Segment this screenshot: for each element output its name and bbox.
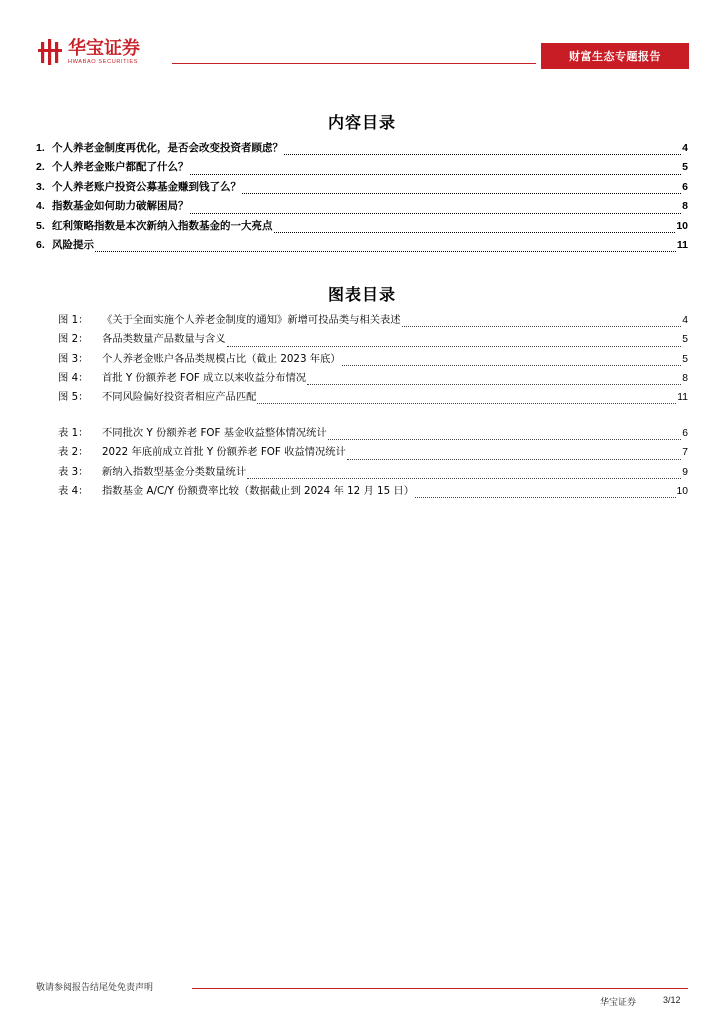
table-item[interactable] (58, 463, 688, 482)
toc-item-page: 5 (682, 161, 688, 174)
toc-item-title: 指数基金如何助力破解困局？ (52, 200, 189, 213)
figure-page: 5 (682, 334, 688, 346)
dot-leader (415, 497, 676, 498)
toc-item-title: 红利策略指数是本次新纳入指数基金的一大亮点 (52, 219, 273, 232)
figure-label: 图 1： (58, 314, 89, 326)
dot-leader (347, 459, 681, 460)
table-label: 表 2： (58, 446, 89, 459)
dot-leader (95, 251, 676, 252)
table-title: 不同批次 Y 份额养老 FOF 基金收益整体情况统计 (102, 427, 327, 439)
dot-leader (190, 213, 682, 214)
table-title: 2022 年底前成立首批 Y 份额养老 FOF 收益情况统计 (102, 446, 346, 459)
toc-item-page: 4 (682, 142, 688, 154)
dot-leader (274, 232, 676, 233)
figure-list (58, 311, 688, 407)
figure-label: 图 3： (58, 352, 89, 365)
header-divider (172, 63, 536, 64)
dot-leader (227, 346, 682, 347)
figure-title: 首批 Y 份额养老 FOF 成立以来收益分布情况 (102, 371, 307, 384)
toc-item-page: 6 (682, 180, 688, 193)
table-title: 指数基金 A/C/Y 份额费率比较（数据截止到 2024 年 12 月 15 日） (102, 484, 414, 497)
toc-item-number: 5. (36, 219, 45, 232)
dot-leader (342, 365, 682, 366)
toc-item-number: 6. (36, 238, 45, 251)
table-page: 9 (682, 466, 688, 478)
toc-item-title: 个人养老金账户都配了什么？ (52, 161, 189, 174)
disclaimer-note: 敬请参阅报告结尾处免责声明 (36, 983, 154, 993)
toc-item-page: 11 (676, 238, 688, 251)
figure-label: 图 4： (58, 371, 89, 384)
dot-leader (247, 478, 681, 479)
table-label: 表 1： (58, 427, 89, 439)
hwabao-logo-icon (38, 39, 62, 65)
dot-leader (190, 174, 682, 175)
toc-item-page: 8 (682, 200, 688, 213)
figures-heading: 图表目录 (327, 285, 396, 304)
figure-title: 不同风险偏好投资者相应产品匹配 (102, 391, 257, 404)
dot-leader (242, 193, 681, 194)
toc-item-number: 1. (36, 142, 45, 154)
table-item[interactable] (58, 424, 688, 443)
toc-item-title: 个人养老金制度再优化，是否会改变投资者顾虑？ (52, 142, 283, 154)
figure-page: 5 (682, 353, 688, 365)
figure-item[interactable] (58, 350, 688, 369)
figure-item[interactable] (58, 311, 688, 330)
toc-item[interactable] (36, 159, 688, 178)
table-label: 表 3： (58, 465, 89, 478)
figure-page: 11 (677, 392, 688, 404)
figure-title: 个人养老金账户各品类规模占比（截止 2023 年底） (102, 352, 341, 365)
contents-list (36, 140, 688, 256)
toc-item[interactable] (36, 179, 688, 198)
figure-item[interactable] (58, 369, 688, 388)
table-title: 新纳入指数型基金分类数量统计 (102, 465, 247, 478)
table-item[interactable] (58, 443, 688, 462)
figure-item[interactable] (58, 388, 688, 407)
contents-heading: 内容目录 (327, 113, 396, 132)
toc-item-number: 3. (36, 180, 45, 193)
logo-chinese-name: 华宝证券 (68, 38, 140, 59)
table-page: 7 (682, 447, 688, 459)
toc-item[interactable] (36, 198, 688, 217)
toc-item-title: 个人养老账户投资公募基金赚到钱了么？ (52, 180, 241, 193)
table-list (58, 424, 688, 501)
dot-leader (402, 326, 682, 327)
figure-page: 4 (682, 315, 688, 326)
table-label: 表 4： (58, 484, 89, 497)
figure-label: 图 5： (58, 391, 89, 404)
toc-item-number: 2. (36, 161, 45, 174)
toc-item[interactable] (36, 140, 688, 159)
toc-item-title: 风险提示 (52, 238, 94, 251)
table-item[interactable] (58, 482, 688, 501)
footer-brand: 华宝证券 (600, 998, 637, 1008)
table-page: 10 (676, 485, 688, 497)
logo-english-name: HWABAO SECURITIES (68, 59, 138, 65)
toc-item-page: 10 (676, 219, 688, 232)
figure-label: 图 2： (58, 333, 89, 346)
report-type-badge: 财富生态专题报告 (541, 43, 689, 69)
company-logo (38, 39, 168, 69)
figure-title: 各品类数量产品数量与含义 (102, 333, 226, 346)
footer-divider (192, 988, 688, 989)
figure-page: 8 (682, 372, 688, 384)
figure-title: 《关于全面实施个人养老金制度的通知》新增可投品类与相关表述 (102, 314, 401, 326)
figure-item[interactable] (58, 330, 688, 349)
dot-leader (257, 403, 676, 404)
dot-leader (328, 439, 682, 440)
dot-leader (284, 154, 681, 155)
dot-leader (307, 384, 681, 385)
toc-item-number: 4. (36, 200, 45, 213)
toc-item[interactable] (36, 237, 688, 256)
page-number: 3/12 (663, 995, 681, 1005)
toc-item[interactable] (36, 218, 688, 237)
table-page: 6 (682, 428, 688, 439)
